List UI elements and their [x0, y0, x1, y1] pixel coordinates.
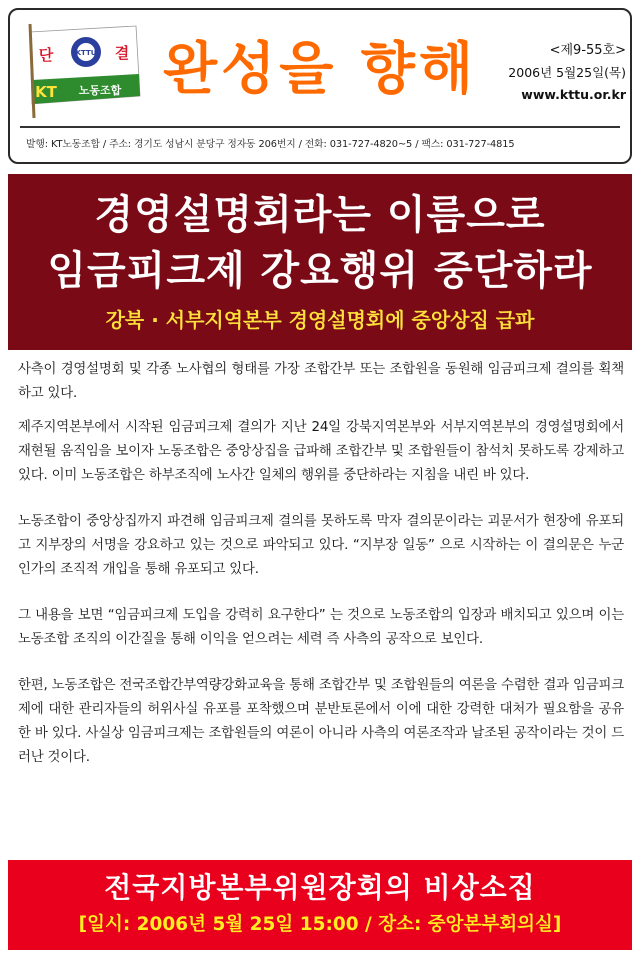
issue-info — [486, 40, 626, 106]
masthead-divider — [20, 126, 620, 128]
paragraph: 사측이 경영설명회 및 각종 노사협의 형태를 가장 조합간부 또는 조합원을 동원해 임금피크제 결의를 획책하고 있다. — [18, 362, 624, 401]
issue-date: 2006년 5월25일(목) — [508, 65, 626, 80]
flag-band-left: KT — [35, 83, 57, 101]
flag-band-right: 노동조합 — [78, 84, 122, 97]
masthead — [8, 8, 632, 164]
emergency-notice-banner — [8, 860, 632, 950]
notice-title: 전국지방본부위원장회의 비상소집 — [104, 871, 536, 904]
article-body — [18, 358, 624, 792]
paragraph: 그 내용을 보면 “임금피크제 도입을 강력히 요구한다” 는 것으로 노동조합의 입장과 배치되고 있으며 이는 노동조합 조직의 이간질을 통해 이익을 얻으려는 세력 즉 사측의 공작으로 보인다. — [18, 608, 624, 647]
flag-char-right: 결 — [114, 44, 130, 62]
notice-details: [일시: 2006년 5월 25일 15:00 / 장소: 중앙본부회의실] — [78, 914, 562, 935]
headline-line-2: 임금피크제 강요행위 중단하라 — [47, 248, 593, 294]
issue-number: <제9-55호> — [549, 43, 626, 58]
newsletter-title: 완성을 향해 — [163, 37, 477, 102]
headline-banner — [8, 174, 632, 350]
paragraph: 노동조합이 중앙상집까지 파견해 임금피크제 결의를 못하도록 막자 결의문이라는 괴문서가 현장에 유포되고 지부장의 서명을 강요하고 있는 것으로 파악되고 있다. “지부장 일동” 으로 시작하는 이 결의문은 누군인가의 조직적 개입을 통해 유포되고 있다. — [18, 514, 624, 577]
headline-subtitle: 강북 · 서부지역본부 경영설명회에 중앙상집 급파 — [105, 308, 535, 332]
website-link[interactable]: www.kttu.or.kr — [521, 87, 626, 102]
paragraph: 제주지역본부에서 시작된 임금피크제 결의가 지난 24일 강북지역본부와 서부지역본부의 경영설명회에서 재현될 움직임을 보이자 노동조합은 중앙상집을 급파해 조합간부 및 조합원들이 참석치 못하도록 강제하고 있다. 이미 노동조합은 하부조직에 노사간 일체의 행위를 중단하라는 지침을 내린 바 있다. — [18, 420, 624, 483]
publisher-info: 발행: KT노동조합 / 주소: 경기도 성남시 분당구 정자동 206번지 / 전화: 031-727-4820~5 / 팩스: 031-727-4815 — [26, 139, 515, 150]
flag-char-left: 단 — [38, 46, 54, 64]
flag-emblem-text: KTTU — [75, 49, 97, 57]
headline-line-1: 경영설명회라는 이름으로 — [94, 192, 546, 238]
union-flag-logo — [24, 22, 144, 120]
paragraph: 한편, 노동조합은 전국조합간부역량강화교육을 통해 조합간부 및 조합원들의 여론을 수렴한 결과 임금피크제에 대한 관리자들의 허위사실 유포를 포착했으며 분반토론에서 이에 대한 강력한 대처가 필요함을 공유한 바 있다. 사실상 임금피크제는 조합원들의 여론이 아니라 사측의 여론조작과 날조된 공작이라는 것이 드러난 것이다. — [18, 678, 624, 765]
